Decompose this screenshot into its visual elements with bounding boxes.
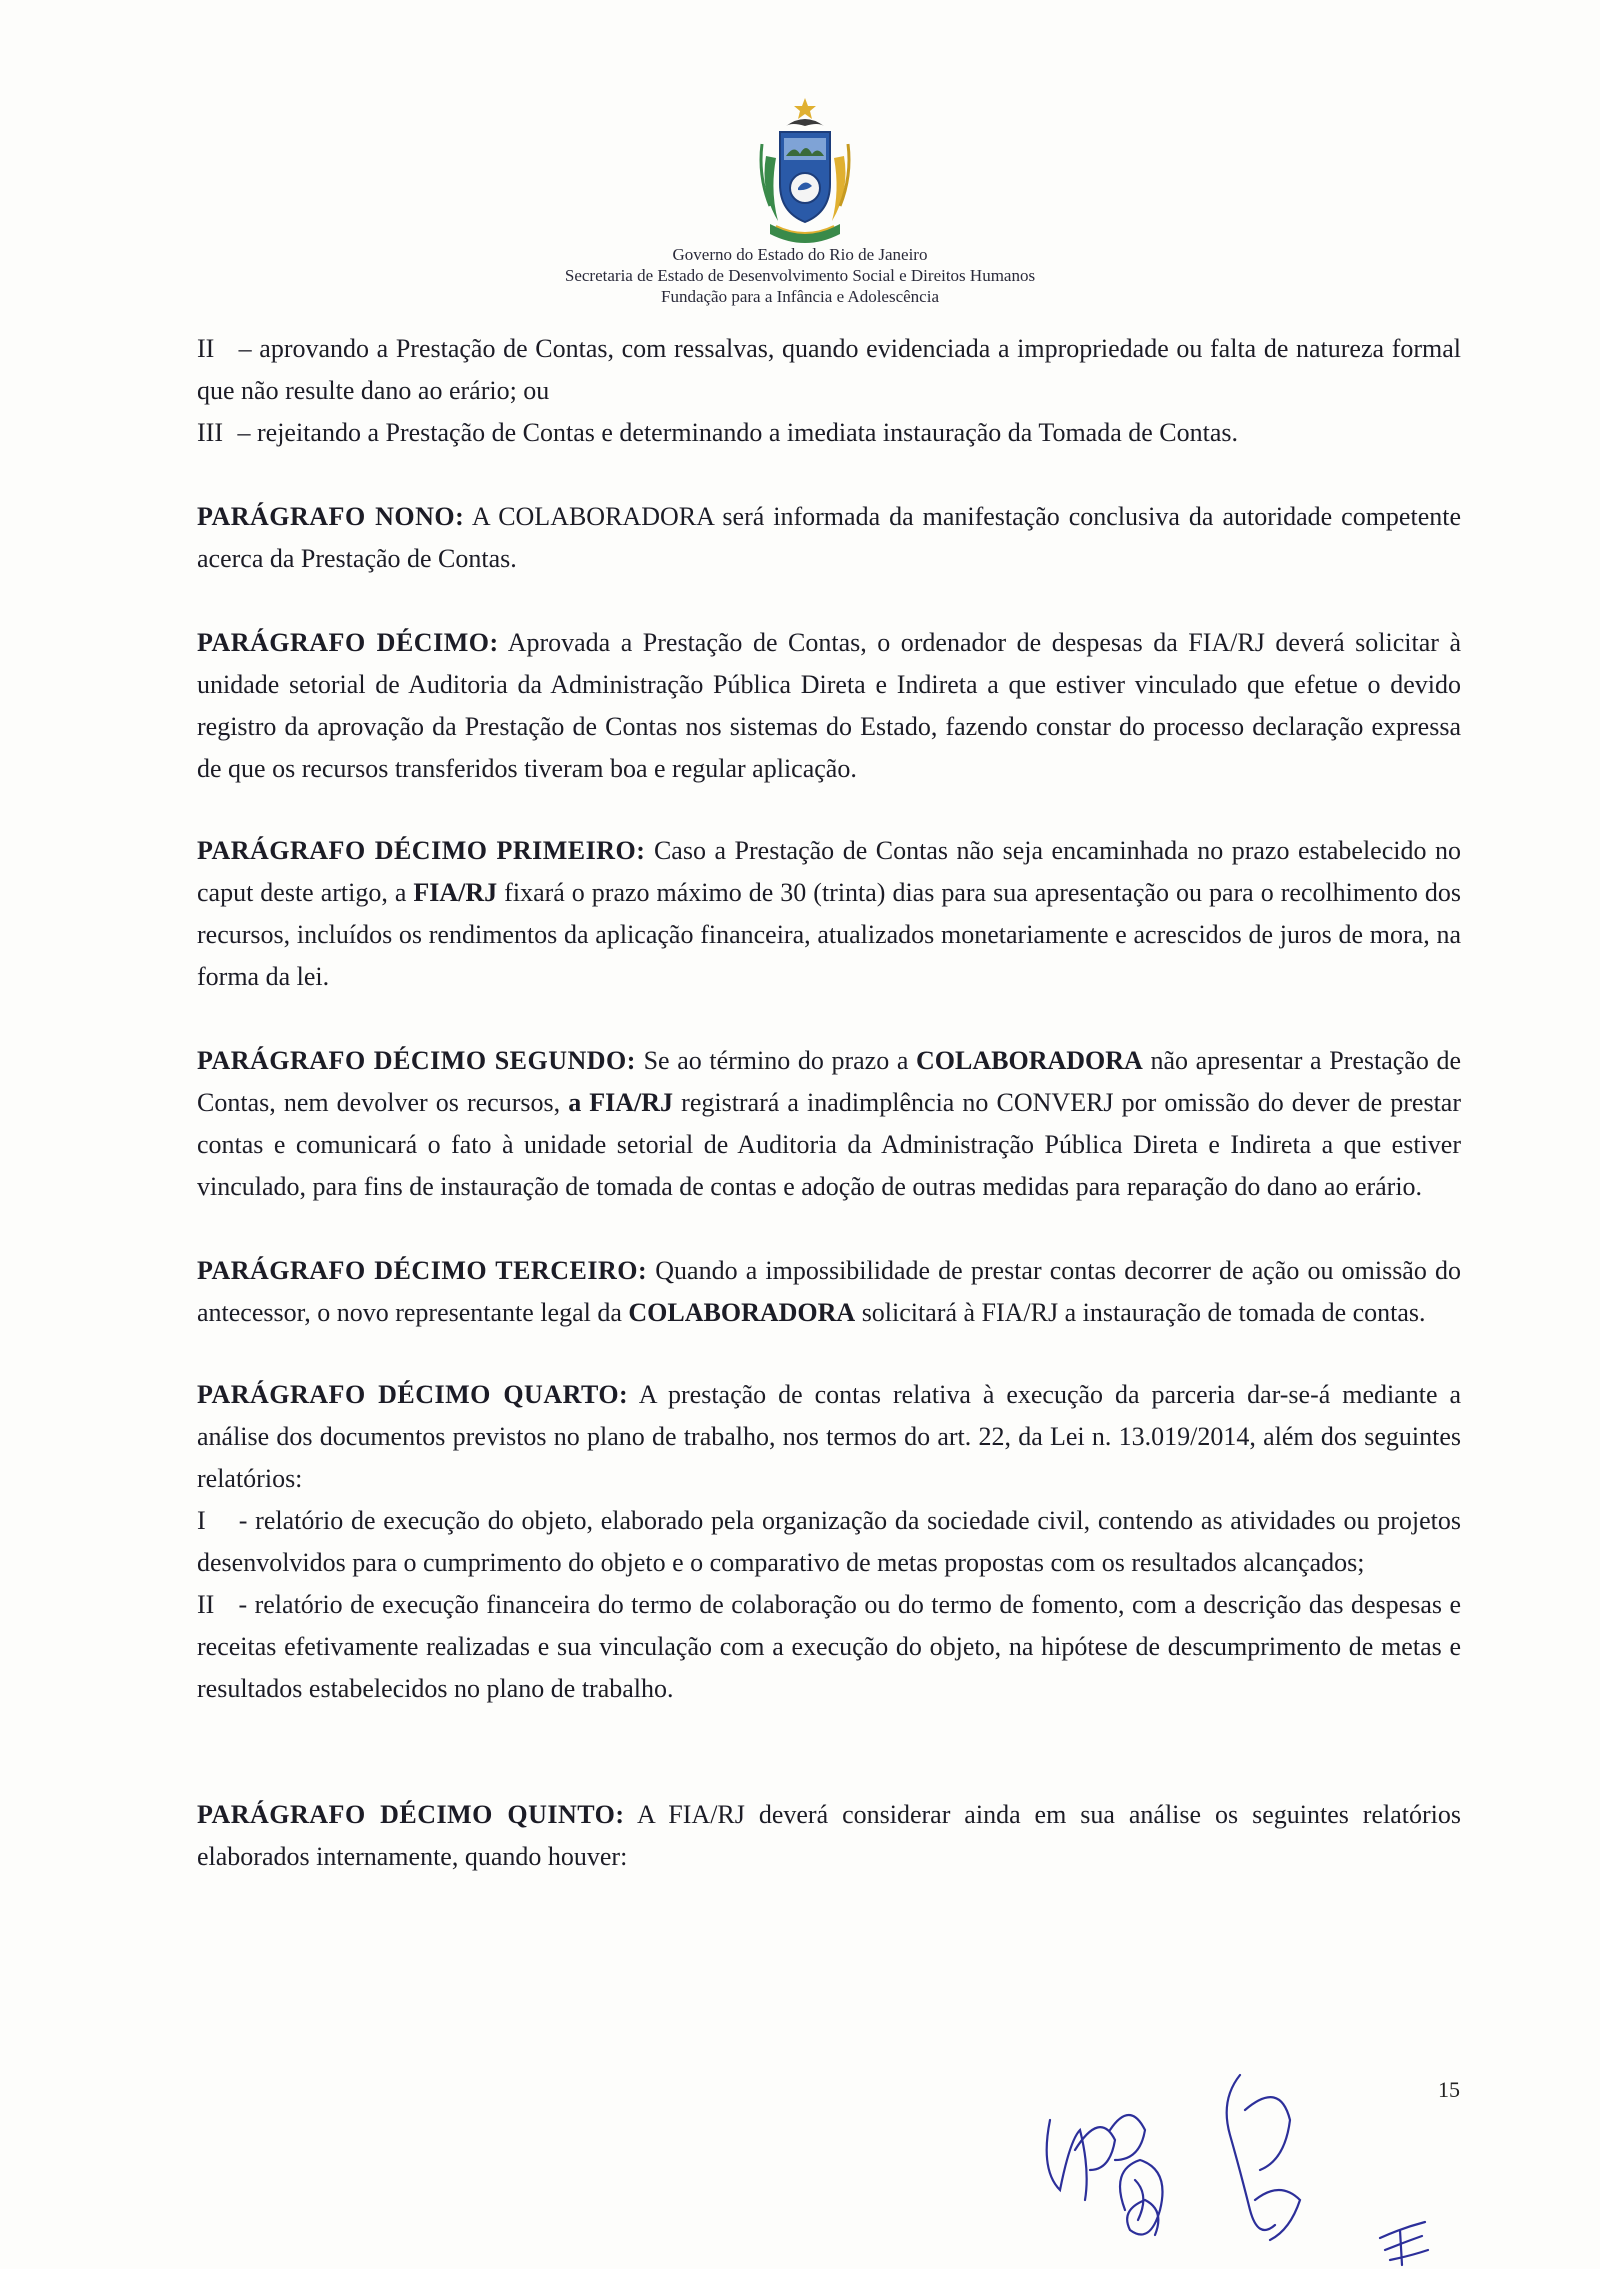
page-number: 15 [1438, 2077, 1460, 2102]
item-number: III [197, 418, 223, 447]
paragraph-decimo-quinto [197, 1794, 1461, 1878]
paragraph-decimo [197, 622, 1461, 790]
letterhead-secretariat: Secretaria de Estado de Desenvolvimento Social e Direitos Humanos [564, 266, 1036, 285]
paragraph-heading: PARÁGRAFO DÉCIMO PRIMEIRO: [197, 836, 646, 865]
item-separator: – [231, 334, 260, 363]
paragraph-heading: PARÁGRAFO DÉCIMO QUARTO: [197, 1380, 629, 1409]
paragraph-text: Quando a impossibilidade de prestar contas decorrer de ação ou omissão do antecessor, o novo representante legal da [197, 1256, 1461, 1327]
item-number: II [197, 334, 215, 363]
item-text: rejeitando a Prestação de Contas e determinando a imediata instauração da Tomada de Contas. [257, 418, 1239, 447]
paragraph-text: Aprovada a Prestação de Contas, o ordenador de despesas da FIA/RJ deverá solicitar à unidade setorial de Auditoria da Administração Pública Direta e Indireta a que estiver vinculado que efetue o devido registro da aprovação da Prestação de Contas nos sistemas do Estado, fazendo constar do processo declaração expressa de que os recursos transferidos tiveram boa e regular aplicação. [197, 628, 1461, 783]
list-item [197, 328, 1461, 412]
document-body [197, 328, 1461, 1878]
entity-name: a FIA/RJ [568, 1088, 674, 1117]
paragraph-text: Caso a Prestação de Contas não seja encaminhada no prazo estabelecido no caput deste artigo, a [197, 836, 1462, 907]
entity-name: COLABORADORA [628, 1298, 856, 1327]
letterhead-foundation: Fundação para a Infância e Adolescência [661, 287, 939, 306]
paragraph-decimo-quarto [197, 1374, 1461, 1500]
paragraph-text: A COLABORADORA será informada da manifestação conclusiva da autoridade competente acerca da Prestação de Contas. [197, 502, 1461, 573]
paragraph-text: solicitará à FIA/RJ a instauração de tomada de contas. [855, 1298, 1426, 1327]
item-number: II [197, 1590, 215, 1619]
paragraph-text: A FIA/RJ deverá considerar ainda em sua análise os seguintes relatórios elaborados internamente, quando houver: [197, 1800, 1461, 1871]
signatures-icon [1030, 2060, 1450, 2269]
item-number: I [197, 1506, 206, 1535]
paragraph-nono [197, 496, 1461, 580]
list-item [197, 412, 1461, 454]
letterhead-government: Governo do Estado do Rio de Janeiro [672, 245, 928, 264]
paragraph-heading: PARÁGRAFO DÉCIMO TERCEIRO: [197, 1256, 648, 1285]
paragraph-text: registrará a inadimplência no CONVERJ por omissão do dever de prestar contas e comunicará o fato à unidade setorial de Auditoria da Administração Pública Direta e Indireta a que estiver vinculado, para fins de instauração de tomada de contas e adoção de outras medidas para reparação do dano ao erário. [197, 1088, 1462, 1201]
paragraph-text: Se ao término do prazo a [635, 1046, 917, 1075]
item-separator: - [231, 1506, 256, 1535]
paragraph-heading: PARÁGRAFO DÉCIMO SEGUNDO: [197, 1046, 636, 1075]
paragraph-decimo-primeiro [197, 830, 1461, 998]
list-item [197, 1584, 1461, 1710]
paragraph-decimo-segundo [197, 1040, 1461, 1208]
letterhead [0, 244, 1600, 307]
item-separator: – [231, 418, 257, 447]
item-text: relatório de execução financeira do termo de colaboração ou do termo de fomento, com a descrição das despesas e receitas efetivamente realizadas e sua vinculação com a execução do objeto, na hipótese de descumprimento de metas e resultados estabelecidos no plano de trabalho. [197, 1590, 1461, 1703]
item-text: aprovando a Prestação de Contas, com ressalvas, quando evidenciada a impropriedade ou falta de natureza formal que não resulte dano ao erário; ou [197, 334, 1461, 405]
paragraph-heading: PARÁGRAFO NONO: [197, 502, 465, 531]
paragraph-decimo-terceiro [197, 1250, 1461, 1334]
paragraph-heading: PARÁGRAFO DÉCIMO QUINTO: [197, 1800, 625, 1829]
item-text: relatório de execução do objeto, elaborado pela organização da sociedade civil, contendo as atividades ou projetos desenvolvidos para o cumprimento do objeto e o comparativo de metas propostas com os resultados alcançados; [197, 1506, 1461, 1577]
coat-of-arms-icon [756, 96, 854, 246]
entity-name: COLABORADORA [916, 1046, 1143, 1075]
paragraph-text: fixará o prazo máximo de 30 (trinta) dias para sua apresentação ou para o recolhimento dos recursos, incluídos os rendimentos da aplicação financeira, atualizados monetariamente e acrescidos de juros de mora, na forma da lei. [197, 878, 1461, 991]
paragraph-text: A prestação de contas relativa à execução da parceria dar-se-á mediante a análise dos documentos previstos no plano de trabalho, nos termos do art. 22, da Lei n. 13.019/2014, além dos seguintes relatórios: [197, 1380, 1461, 1493]
item-separator: - [231, 1590, 255, 1619]
list-item [197, 1500, 1461, 1584]
paragraph-heading: PARÁGRAFO DÉCIMO: [197, 628, 499, 657]
entity-name: FIA/RJ [413, 878, 498, 907]
paragraph-text: não apresentar a Prestação de Contas, nem devolver os recursos, [197, 1046, 1462, 1117]
